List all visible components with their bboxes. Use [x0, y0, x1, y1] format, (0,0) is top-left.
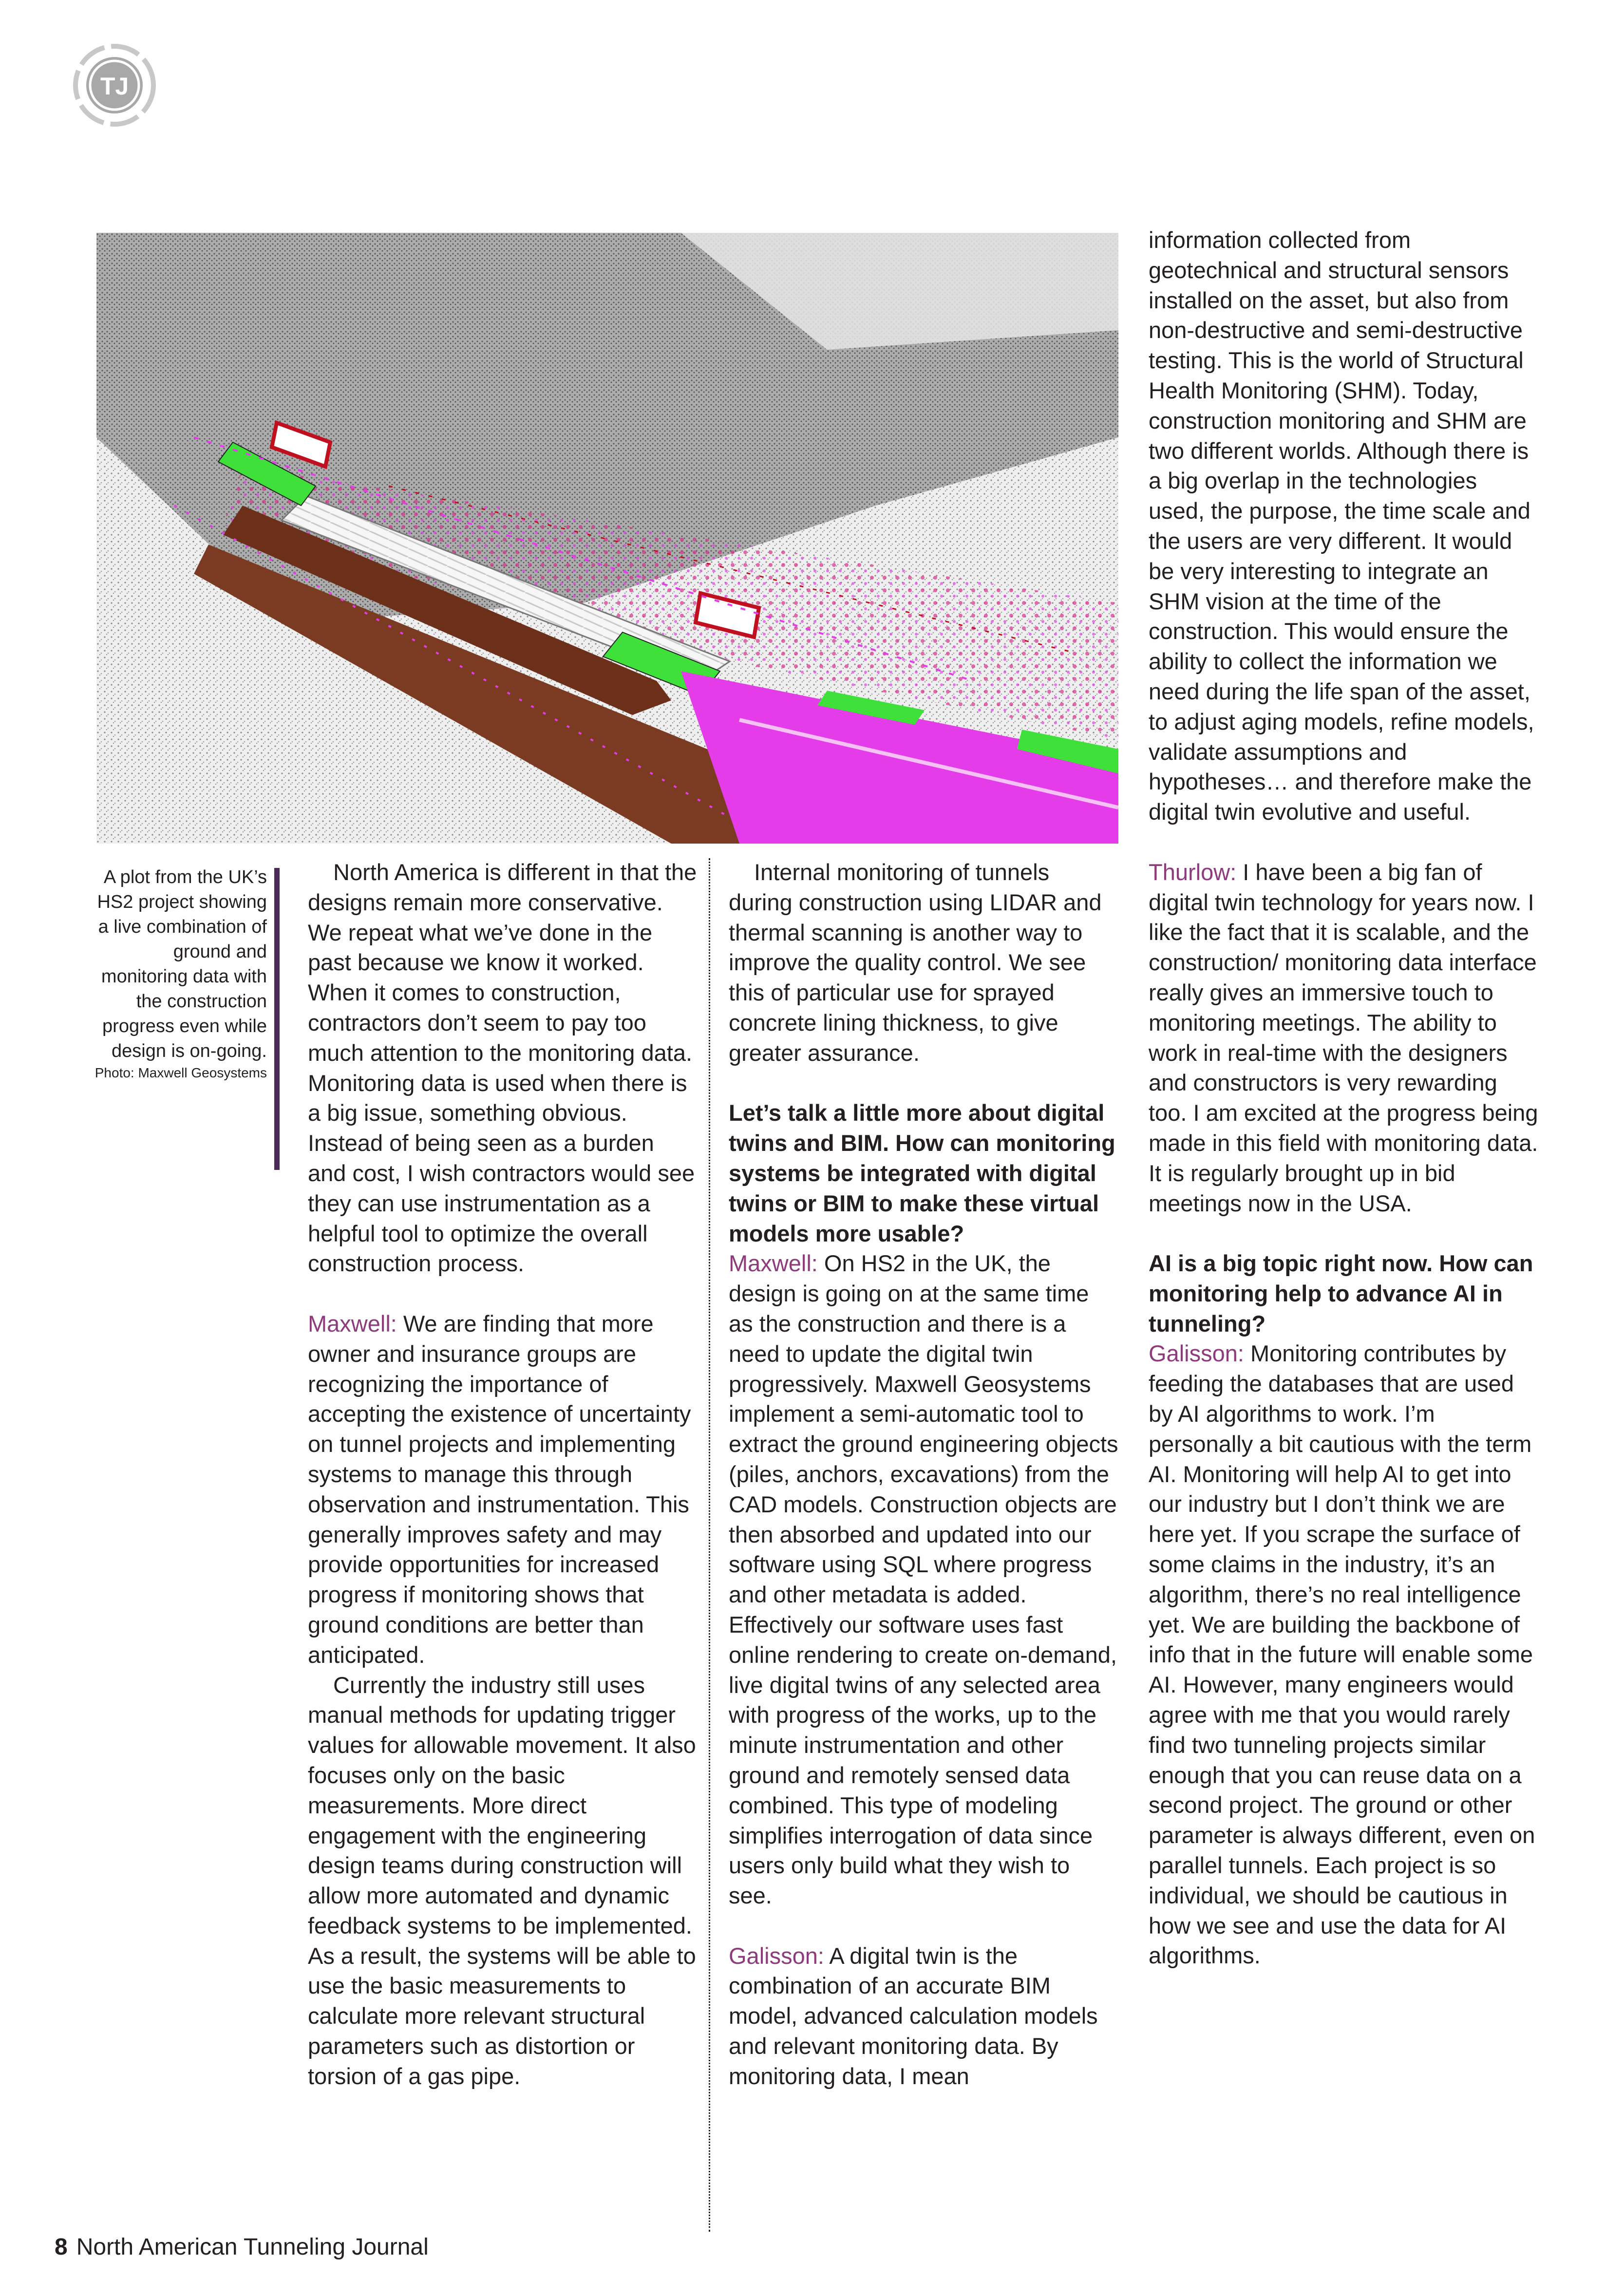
figure-caption: [93, 865, 267, 1081]
paragraph: [729, 1941, 1118, 2091]
publication-title: North American Tunneling Journal: [76, 2234, 429, 2260]
article-column-2: [729, 857, 1118, 2091]
speaker-name: Maxwell:: [308, 1310, 397, 1336]
tj-logo-icon: [73, 44, 156, 127]
paragraph-text: A digital twin is the combination of an accurate BIM model, advanced calculation models and relevant monitoring data. By monitoring data, I mean: [729, 1942, 1098, 2089]
speaker-name: Galisson:: [729, 1942, 824, 1969]
interview-question: Let’s talk a little more about digital twins and BIM. How can monitoring systems be integrated with digital twins or BIM to make these virtual models more usable?: [729, 1100, 1115, 1246]
logo-text: TJ: [100, 73, 129, 100]
paragraph-text: Monitoring contributes by feeding the databases that are used by AI algorithms to work. I’m personally a bit cautious with the term AI. Monitoring will help AI to get into our industry but I don’t think we are here yet. If you scrape the surface of some claims in the industry, it’s an algorithm, there’s no real intelligence yet. We are building the backbone of info that in the future will enable some AI. However, many engineers would agree with me that you would rarely find two tunneling projects similar enough that you can reuse data on a second project. The ground or other parameter is always different, even on parallel tunnels. Each project is so individual, we should be cautious in how we see and use the data for AI algorithms.: [1149, 1340, 1535, 1969]
interview-question: AI is a big topic right now. How can monitoring help to advance AI in tunneling?: [1149, 1250, 1533, 1336]
point-cloud-3d-model-image: [96, 233, 1118, 844]
paragraph: [308, 1309, 698, 1670]
page-footer: [55, 2234, 429, 2260]
paragraph: Internal monitoring of tunnels during construction using LIDAR and thermal scanning is another way to improve the quality control. We see this of particular use for sprayed concrete lining thickness, to give greater assurance.: [729, 859, 1102, 1066]
article-column-3: [1149, 225, 1538, 1971]
speaker-name: Galisson:: [1149, 1340, 1244, 1367]
point-cloud-figure: [96, 233, 1118, 844]
page-number: 8: [55, 2234, 68, 2260]
paragraph: North America is different in that the designs remain more conservative. We repeat what we’ve done in the past because we know it worked. When it comes to construction, contractors don’t seem to pay too much attention to the monitoring data. Monitoring data is used when there is a big issue, something obvious. Instead of being seen as a burden and cost, I wish contractors would see they can use instrumentation as a helpful tool to optimize the overall construction process.: [308, 859, 697, 1277]
column-divider: [709, 858, 712, 2232]
paragraph: information collected from geotechnical and structural sensors installed on the asset, but also from non-destructive and semi-destructive testing. This is the world of Structural Health Monitoring (SHM). Today, construction monitoring and SHM are two different worlds. Although there is a big overlap in the technologies used, the purpose, the time scale and the users are very different. It would be very interesting to integrate an SHM vision at the time of the construction. This would ensure the ability to collect the information we need during the life span of the asset, to adjust aging models, refine models, validate assumptions and hypotheses… and therefore make the digital twin evolutive and useful.: [1149, 227, 1534, 825]
paragraph-text: On HS2 in the UK, the design is going on at the same time as the construction and there is a need to update the digital twin progressively. Maxwell Geosystems implement a semi-automatic tool to extract the ground engineering objects (piles, anchors, excavations) from the CAD models. Construction objects are then absorbed and updated into our software using SQL where progress and other metadata is added. Effectively our software uses fast online rendering to create on-demand, live digital twins of any selected area with progress of the works, up to the minute instrumentation and other ground and remotely sensed data combined. This type of modeling simplifies interrogation of data since users only build what they wish to see.: [729, 1250, 1118, 1909]
speaker-name: Maxwell:: [729, 1250, 818, 1277]
caption-bar: [274, 868, 280, 1170]
article-column-1: [308, 857, 698, 2091]
paragraph: [1149, 857, 1538, 1219]
paragraph: [1149, 1338, 1538, 1971]
paragraph-text: We are finding that more owner and insurance groups are recognizing the importance of accepting the existence of uncertainty on tunnel projects and implementing systems to manage this through observation and instrumentation. This generally improves safety and may provide opportunities for increased progress if monitoring shows that ground conditions are better than anticipated.: [308, 1310, 691, 1668]
paragraph: Currently the industry still uses manual methods for updating trigger values for allowable movement. It also focuses only on the basic measurements. More direct engagement with the engineering design teams during construction will allow more automated and dynamic feedback systems to be implemented. As a result, the systems will be able to use the basic measurements to calculate more relevant structural parameters such as distortion or torsion of a gas pipe.: [308, 1672, 696, 2089]
photo-credit: Photo: Maxwell Geosystems: [94, 1065, 267, 1080]
paragraph-text: I have been a big fan of digital twin technology for years now. I like the fact that it is scalable, and the construction/ monitoring data interface really gives an immersive touch to monitoring meetings. The ability to work in real-time with the designers and constructors is very rewarding too. I am excited at the progress being made in this field with monitoring data. It is regularly brought up in bid meetings now in the USA.: [1149, 859, 1538, 1216]
paragraph: [729, 1248, 1118, 1911]
caption-text: A plot from the UK’s HS2 project showing a live combination of ground and monitoring data with the construction progress even while design is on-going.: [97, 867, 267, 1061]
speaker-name: Thurlow:: [1149, 859, 1237, 885]
